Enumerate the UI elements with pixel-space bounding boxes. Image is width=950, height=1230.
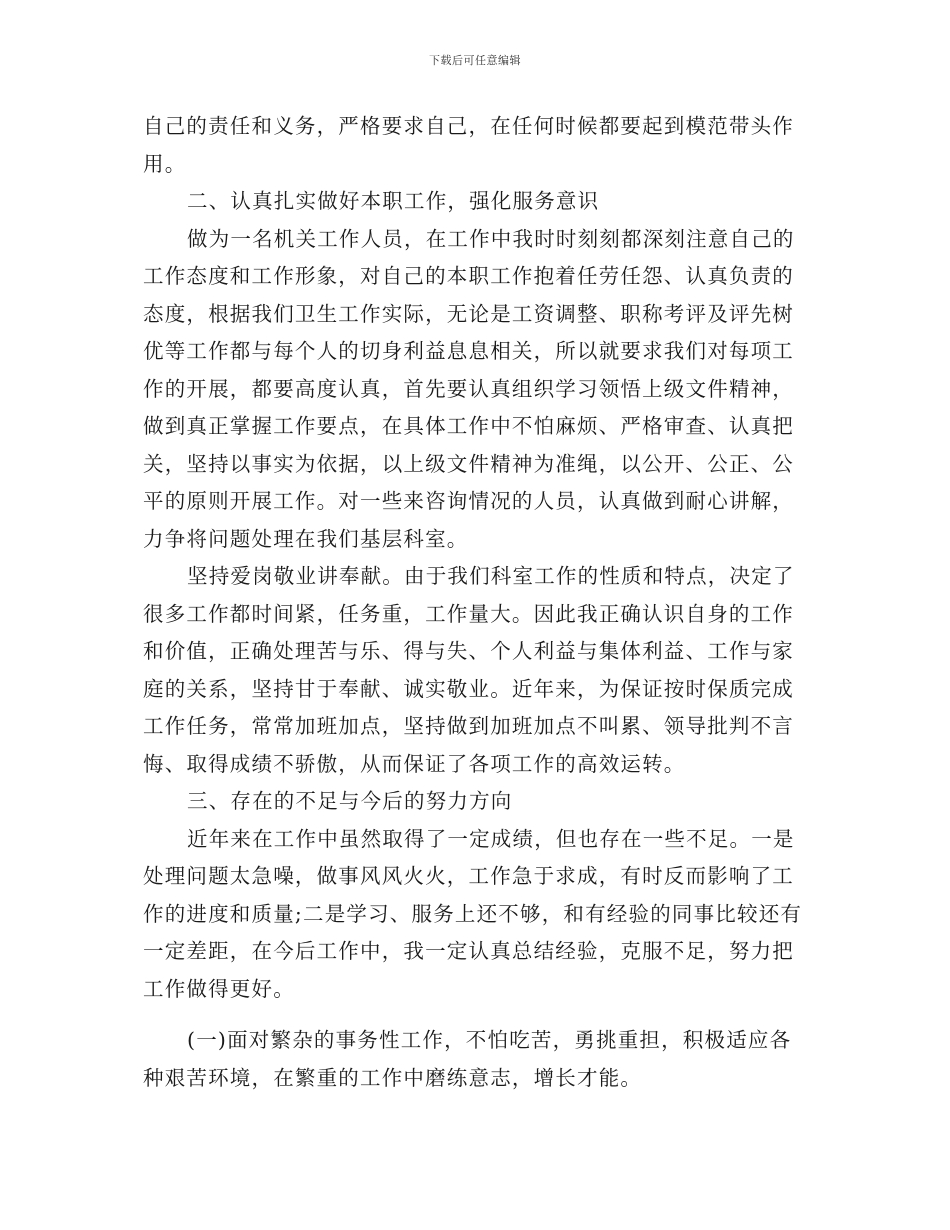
text-line: 平的原则开展工作。对一些来咨询情况的人员，认真做到耐心讲解， [143, 489, 794, 513]
text-line: 态度，根据我们卫生工作实际，无论是工资调整、职称考评及评先树 [143, 301, 794, 326]
text-line: 一定差距，在今后工作中，我一定认真总结经验，克服不足，努力把 [143, 939, 794, 963]
text-line: 和价值，正确处理苦与乐、得与失、个人利益与集体利益、工作与家 [143, 639, 794, 663]
text-line: 优等工作都与每个人的切身利益息息相关，所以就要求我们对每项工 [143, 339, 794, 363]
text-line: 工作做得更好。 [143, 976, 295, 1001]
text-line: 力争将问题处理在我们基层科室。 [143, 526, 469, 551]
text-line: 自己的责任和义务，严格要求自己，在任何时候都要起到模范带头作 [143, 114, 794, 138]
text-line: 庭的关系，坚持甘于奉献、诚实敬业。近年来，为保证按时保质完成 [143, 676, 794, 701]
section-heading: 二、认真扎实做好本职工作，强化服务意识 [187, 189, 600, 213]
text-line: 很多工作都时间紧，任务重，工作量大。因此我正确认识自身的工作 [143, 601, 794, 626]
document-body [143, 108, 823, 1097]
text-line: 坚持爱岗敬业讲奉献。由于我们科室工作的性质和特点，决定了 [187, 564, 795, 588]
text-line: (一)面对繁杂的事务性工作，不怕吃苦，勇挑重担，积极适应各 [187, 1028, 792, 1052]
paragraph-gap [143, 1008, 823, 1022]
text-line: 近年来在工作中虽然取得了一定成绩，但也存在一些不足。一是 [187, 826, 795, 851]
text-line: 做到真正掌握工作要点，在具体工作中不怕麻烦、严格审查、认真把 [143, 414, 794, 438]
section-heading: 三、存在的不足与今后的努力方向 [187, 789, 513, 813]
text-line: 工作任务，常常加班加点，坚持做到加班加点不叫累、领导批判不言 [143, 714, 794, 738]
text-line: 关，坚持以事实为依据，以上级文件精神为准绳，以公开、公正、公 [143, 451, 794, 476]
text-line: 处理问题太急噪，做事风风火火，工作急于求成，有时反而影响了工 [143, 864, 794, 888]
page-header: 下载后可任意编辑 [429, 54, 521, 67]
text-line: 做为一名机关工作人员，在工作中我时时刻刻都深刻注意自己的 [187, 226, 795, 251]
text-line: 作的开展，都要高度认真，首先要认真组织学习领悟上级文件精神， [143, 376, 794, 401]
text-line: 工作态度和工作形象，对自己的本职工作抱着任劳任怨、认真负责的 [143, 264, 794, 288]
text-line: 悔、取得成绩不骄傲，从而保证了各项工作的高效运转。 [143, 751, 686, 776]
text-line: 作的进度和质量;二是学习、服务上还不够，和有经验的同事比较还有 [143, 901, 803, 926]
text-line: 用。 [143, 151, 187, 176]
text-line: 种艰苦环境，在繁重的工作中磨练意志，增长才能。 [143, 1065, 643, 1090]
